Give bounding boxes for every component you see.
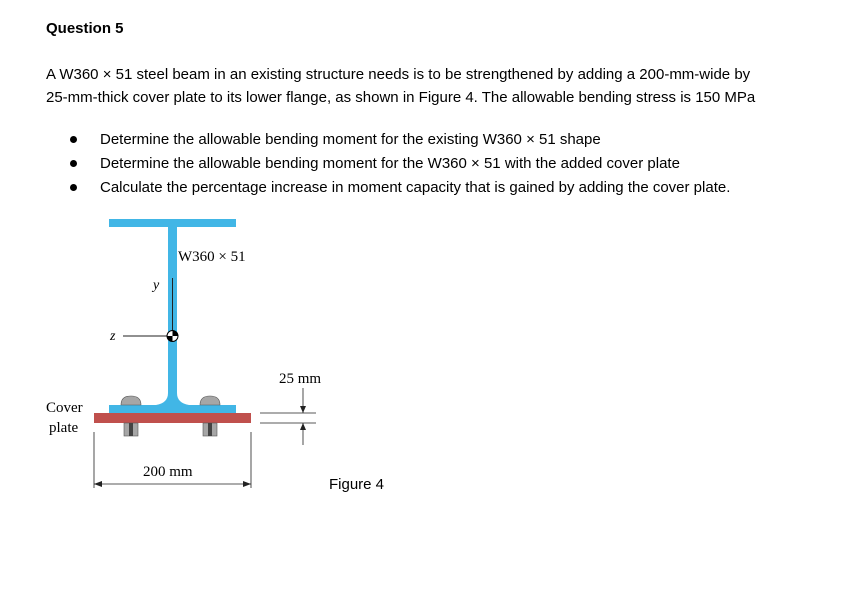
width-label: 200 mm (143, 464, 193, 480)
shape-label: W360 × 51 (178, 249, 246, 265)
centroid-icon (167, 331, 178, 342)
task-item: Calculate the percentage increase in moment capacity that is gained by adding the cover plate. (64, 176, 730, 200)
task-item: Determine the allowable bending moment for the W360 × 51 with the added cover plate (64, 152, 730, 176)
paragraph-line-2: 25-mm-thick cover plate to its lower flange, as shown in Figure 4. The allowable bending stress is 150 MPa (46, 89, 756, 106)
bottom-flange (109, 405, 236, 413)
bolt-head (200, 396, 220, 405)
bolt-head (121, 396, 141, 405)
y-axis-label: y (153, 278, 160, 293)
task-item: Determine the allowable bending moment for the existing W360 × 51 shape (64, 128, 730, 152)
question-title: Question 5 (46, 20, 124, 37)
figure-caption: Figure 4 (329, 476, 385, 493)
cover-label-line-1: Cover (46, 400, 83, 416)
cover-label-line-2: plate (49, 420, 79, 436)
z-axis-label: z (110, 329, 116, 344)
thickness-label: 25 mm (279, 371, 322, 387)
top-flange (109, 219, 236, 227)
paragraph-line-1: A W360 × 51 steel beam in an existing structure needs is to be strengthened by adding a 200-mm-wide by (46, 66, 751, 83)
cover-plate (94, 413, 251, 423)
